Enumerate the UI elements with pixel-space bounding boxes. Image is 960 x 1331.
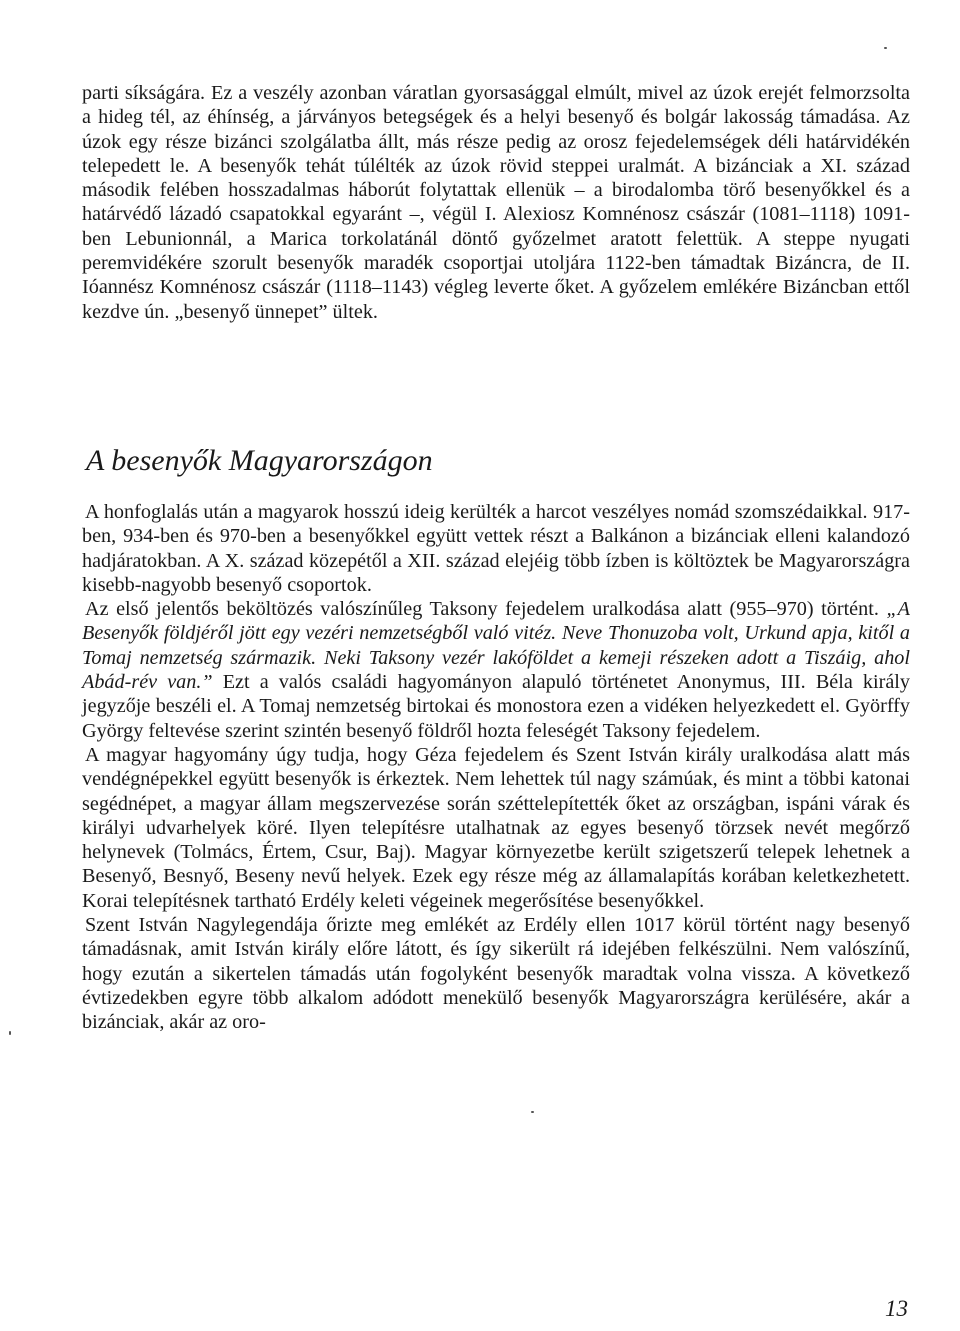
paragraph-4: Szent István Nagylegendája őrizte meg emlékét az Erdély ellen 1017 körül történt nagy besenyő támadásnak, amit István király előre látott, és így sikerült rá idejében felkészülni. Nem valószínű, hogy ezután a sikertelen támadás után fogolyként besenyők maradtak volna vissza. A következő évtizedekben egyre több alkalom adódott menekülő besenyők Magyarországra kerülésére, akár a bizánciak, akár az oro- (82, 914, 910, 1034)
page-number: 13 (885, 1296, 908, 1321)
scan-speck (884, 47, 887, 49)
paragraph-3: A magyar hagyomány úgy tudja, hogy Géza fejedelem és Szent István király uralkodása alatt más vendégnépekkel együtt besenyők is érkeztek. Nem lehettek túl nagy számúak, és mint a többi katonai segédnépet, a magyar állam megszervezése során széttelepítették őket az országban, ispáni várak és királyi udvarhelyek köré. Ilyen telepítésre utalhatnak az egyes besenyő törzsek nevét megőrző helynevek (Tolmács, Értem, Csur, Baj). Magyar környezetbe került szigetszerű telepek lehetnek a Besenyő, Besnyő, Beseny nevű helyek. Ezek egy része még az államalapítás korában keletkezhetett. Korai telepítésnek tartható Erdély keleti végeinek megerősítése besenyőkkel. (82, 743, 910, 912)
scan-speck (531, 1111, 534, 1113)
paragraph-1: A honfoglalás után a magyarok hosszú ideig kerülték a harcot veszélyes nomád szomszédaikkal. 917-ben, 934-ben és 970-ben a besenyőkkel együtt vettek részt a Balkánon a bizánciak elleni kalandozó hadjáratokban. A X. század közepétől a XII. század elejéig több ízben is költöztek be Magyarországra kisebb-nagyobb besenyő csoportok. (82, 501, 910, 596)
scan-speck (9, 1031, 11, 1035)
intro-text (82, 81, 910, 324)
body-text (82, 500, 910, 1035)
chronicle-quote: „A Besenyők földjéről jött egy vezéri nemzetségből való vitéz. Neve Thonuzoba volt, Urkund apja, kitől a Tomaj nemzetség származik. Neki Taksony vezér lakóföldet a kemeji részeken adott a Tiszáig, ahol Abád-rév van.” (82, 598, 910, 694)
paragraph-2 (82, 597, 910, 743)
paragraph-2-text-a: Az első jelentős beköltözés valószínűleg Taksony fejedelem uralkodása alatt (955–970) történt. (85, 598, 887, 621)
paragraph-2-text-b: Ezt a valós családi hagyományon alapuló történetet Anonymus, III. Béla király jegyzője beszéli el. A Tomaj nemzetség birtokai és monostora ezen a vidéken helyezkedett el. Györffy György feltevése szerint szintén besenyő földről hozta feleségét Taksony fejedelem. (82, 671, 910, 742)
section-heading: A besenyők Magyarországon (86, 444, 433, 477)
intro-paragraph: parti síkságára. Ez a veszély azonban váratlan gyorsasággal elmúlt, mivel az úzok erejét felmorzsolta a hideg tél, az éhínség, a járványos betegségek és a helyi besenyő és bolgár lakosság támadása. Az úzok egy része bizánci szolgálatba állt, más része pedig az orosz fejedelemségek déli határvidékén telepedett le. A besenyők tehát túlélték az úzok rövid steppei uralmát. A bizánciak a XI. század második felében hosszadalmas háborút folytattak ellenük – a birodalomba törő besenyőkkel és a határvédő lázadó csapatokkal egyaránt –, végül I. Alexiosz Komnénosz császár (1081–1118) 1091-ben Lebunionnál, a Marica torkolatánál döntő győzelmet aratott felettük. A steppe nyugati peremvidékére szorult besenyők maradék csoportjai utoljára 1122-ben támadtak Bizáncra, de II. Ióannész Komnénosz császár (1118–1143) végleg leverte őket. A győzelem emlékére Bizáncban ettől kezdve ún. „besenyő ünnepet” ültek. (82, 82, 910, 323)
